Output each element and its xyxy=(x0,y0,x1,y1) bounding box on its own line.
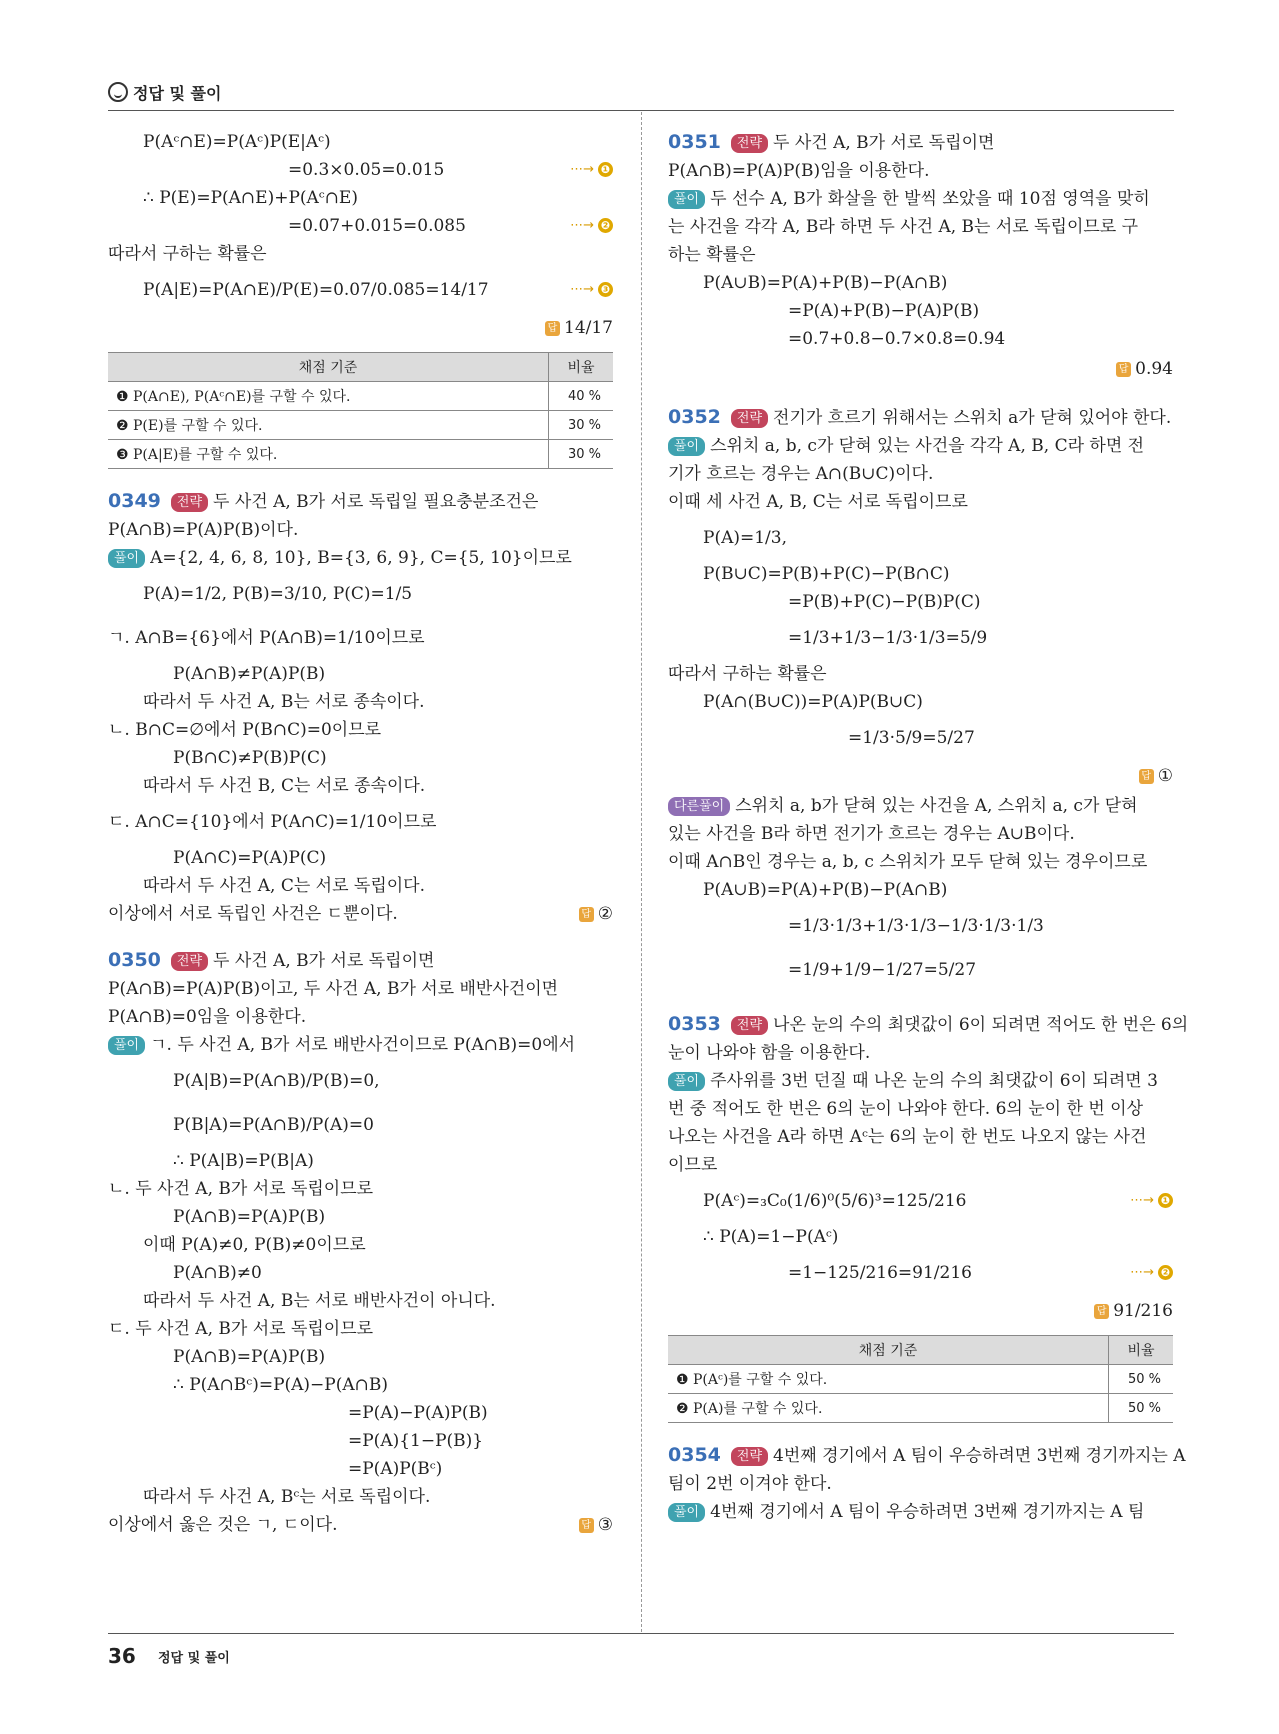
solution-tag: 풀이 xyxy=(668,437,705,456)
solution-tag: 풀이 xyxy=(108,1036,145,1055)
eq-line: P(Aᶜ∩E)=P(Aᶜ)P(E|Aᶜ) xyxy=(143,132,331,152)
table-header: 비율 xyxy=(549,353,614,382)
page-header xyxy=(108,80,1174,111)
answer-line: 답 14/17 xyxy=(108,312,613,344)
eq-line: ∴ P(E)=P(A∩E)+P(Aᶜ∩E) xyxy=(143,188,358,208)
strategy-tag: 전략 xyxy=(731,409,768,428)
answer-0352: 답 ① xyxy=(668,760,1173,792)
answer-icon: 답 xyxy=(579,907,594,922)
table-header: 비율 xyxy=(1109,1336,1174,1365)
strategy-tag: 전략 xyxy=(731,1016,768,1035)
header-title: 정답 및 풀이 xyxy=(133,84,222,103)
strategy-tag: 전략 xyxy=(731,1447,768,1466)
solution-tag: 풀이 xyxy=(668,1503,705,1522)
strategy-tag: 전략 xyxy=(171,952,208,971)
text-line: 따라서 구하는 확률은 xyxy=(108,244,267,264)
step-marker-1: ⋯→ ❶ xyxy=(570,156,613,184)
table-header: 채점 기준 xyxy=(108,353,549,382)
alternate-solution-tag: 다른풀이 xyxy=(668,797,730,816)
solution-tag: 풀이 xyxy=(108,549,145,568)
problem-0349: 0349 전략 두 사건 A, B가 서로 독립일 필요충분조건은 P(A∩B)=P(A)P(B)이다. 풀이 A={2, 4, 6, 8, 10}, B={3, 6, 9}, C={5, 10}이므로 P(A)=1/2, P(B)=3/10, P(C)=1/5 ㄱ. A∩B={6}에서 P(A∩B)=1/10이므로 P(A∩B)≠P(A)P(B) 따라서 두 사건 A, B는 서로 종속이다. ㄴ. B∩C=∅에서 P(B∩C)=0이므로 P(B∩C)≠P(B)P(C) 따라서 두 사건 B, C는 서로 종속이다. ㄷ. A∩C={10}에서 P(A∩C)=1/10이므로 P(A∩C)=P(A)P(C) 따라서 두 사건 A, C는 서로 독립이다. 이상에서 서로 독립인 사건은 ㄷ뿐이다. 답 ② xyxy=(108,487,613,928)
solution-tag: 풀이 xyxy=(668,190,705,209)
answer-0353: 답 91/216 xyxy=(668,1295,1173,1327)
column-divider xyxy=(641,112,642,1632)
answer-icon: 답 xyxy=(545,321,560,336)
page-number: 36 xyxy=(108,1644,136,1668)
footer-title: 정답 및 풀이 xyxy=(158,1651,230,1666)
step-marker-3: ⋯→ ❸ xyxy=(570,268,613,312)
problem-number: 0351 xyxy=(668,131,721,153)
eq-line: =0.07+0.015=0.085 ⋯→ ❷ xyxy=(108,212,613,240)
step-marker-2: ⋯→ ❷ xyxy=(1130,1251,1173,1295)
table-row: ❷ P(A)를 구할 수 있다. 50 % xyxy=(668,1394,1173,1423)
answer-0351: 답 0.94 xyxy=(668,353,1173,385)
strategy-tag: 전략 xyxy=(731,134,768,153)
answer-0350: 답 ③ xyxy=(579,1511,613,1539)
page-footer xyxy=(108,1633,1174,1674)
smiley-logo-icon xyxy=(108,82,128,102)
answer-icon: 답 xyxy=(1139,769,1154,784)
problem-0352: 0352 전략 전기가 흐르기 위해서는 스위치 a가 닫혀 있어야 한다. 풀이 스위치 a, b, c가 닫혀 있는 사건을 각각 A, B, C라 하면 전 기가 흐르는 경우는 A∩(B∪C)이다. 이때 세 사건 A, B, C는 서로 독립이므로 P(A)=1/3, P(B∪C)=P(B)+P(C)−P(B∩C) =P(B)+P(C)−P(B)P(C) =1/3+1/3−1/3·1/3=5/9 따라서 구하는 확률은 P(A∩(B∪C))=P(A)P(B∪C) =1/3·5/9=5/27 답 ① 다른풀이 스위치 a, b가 닫혀 있는 사건을 A, 스위치 a, c가 닫혀 있는 사건을 B라 하면 전기가 흐르는 경우는 A∪B이다. 이때 A∩B인 경우는 a, b, c 스위치가 모두 닫혀 있는 경우이므로 P(A∪B)=P(A)+P(B)−P(A∩B) =1/3·1/3+1/3·1/3−1/3·1/3·1/3 =1/9+1/9−1/27=5/27 xyxy=(668,406,1173,980)
problem-0353: 0353 전략 나온 눈의 수의 최댓값이 6이 되려면 적어도 한 번은 6의 눈이 나와야 함을 이용한다. 풀이 주사위를 3번 던질 때 나온 눈의 수의 최댓값이 6이 되려면 3 번 중 적어도 한 번은 6의 눈이 나와야 한다. 6의 눈이 한 번 이상 나오는 사건을 A라 하면 Aᶜ는 6의 눈이 한 번도 나오지 않는 사건 이므로 P(Aᶜ)=₃C₀(1/6)⁰(5/6)³=125/216 ⋯→ ❶ ∴ P(A)=1−P(Aᶜ) =1−125/216=91/216 ⋯→ ❷ 답 91/216 채점 기준 비율 ❶ P(Aᶜ)를 구할 수 있다. 50 % ❷ P(A)를 구할 수 있다. 50 % xyxy=(668,1010,1173,1423)
left-column xyxy=(108,128,613,1539)
problem-0354: 0354 전략 4번째 경기에서 A 팀이 우승하려면 3번째 경기까지는 A 팀이 2번 이겨야 한다. 풀이 4번째 경기에서 A 팀이 우승하려면 3번째 경기까지는 A 팀 xyxy=(668,1444,1186,1522)
table-row: ❶ P(A∩E), P(Aᶜ∩E)를 구할 수 있다. 40 % xyxy=(108,382,613,411)
answer-icon: 답 xyxy=(1116,362,1131,377)
step-marker-1: ⋯→ ❶ xyxy=(1130,1179,1173,1223)
table-row: ❷ P(E)를 구할 수 있다. 30 % xyxy=(108,411,613,440)
answer-icon: 답 xyxy=(1094,1304,1109,1319)
table-row: ❸ P(A|E)를 구할 수 있다. 30 % xyxy=(108,440,613,469)
grading-table xyxy=(108,352,613,469)
table-header: 채점 기준 xyxy=(668,1336,1109,1365)
answer-icon: 답 xyxy=(579,1518,594,1533)
problem-number: 0349 xyxy=(108,490,161,512)
eq-line: P(A|E)=P(A∩E)/P(E)=0.07/0.085=14/17 ⋯→ ❸ xyxy=(108,268,613,312)
eq-line: =0.3×0.05=0.015 ⋯→ ❶ xyxy=(108,156,613,184)
solution-tag: 풀이 xyxy=(668,1072,705,1091)
grading-table xyxy=(668,1335,1173,1423)
right-column xyxy=(668,128,1189,1526)
problem-0351: 0351 전략 두 사건 A, B가 서로 독립이면 P(A∩B)=P(A)P(B)임을 이용한다. 풀이 두 선수 A, B가 화살을 한 발씩 쏘았을 때 10점 영역을 맞히 는 사건을 각각 A, B라 하면 두 사건 A, B는 서로 독립이므로 구 하는 확률은 P(A∪B)=P(A)+P(B)−P(A∩B) =P(A)+P(B)−P(A)P(B) =0.7+0.8−0.7×0.8=0.94 답 0.94 xyxy=(668,128,1173,385)
problem-number: 0353 xyxy=(668,1013,721,1035)
answer-0349: 답 ② xyxy=(579,900,613,928)
problem-number: 0354 xyxy=(668,1444,721,1466)
problem-0350: 0350 전략 두 사건 A, B가 서로 독립이면 P(A∩B)=P(A)P(B)이고, 두 사건 A, B가 서로 배반사건이면 P(A∩B)=0임을 이용한다. 풀이 ㄱ. 두 사건 A, B가 서로 배반사건이므로 P(A∩B)=0에서 P(A|B)=P(A∩B)/P(B)=0, P(B|A)=P(A∩B)/P(A)=0 ∴ P(A|B)=P(B|A) ㄴ. 두 사건 A, B가 서로 독립이므로 P(A∩B)=P(A)P(B) 이때 P(A)≠0, P(B)≠0이므로 P(A∩B)≠0 따라서 두 사건 A, B는 서로 배반사건이 아니다. ㄷ. 두 사건 A, B가 서로 독립이므로 P(A∩B)=P(A)P(B) ∴ P(A∩Bᶜ)=P(A)−P(A∩B) =P(A)−P(A)P(B) =P(A){1−P(B)} =P(A)P(Bᶜ) 따라서 두 사건 A, Bᶜ는 서로 독립이다. 이상에서 옳은 것은 ㄱ, ㄷ이다. 답 ③ xyxy=(108,946,613,1539)
problem-number: 0350 xyxy=(108,949,161,971)
step-marker-2: ⋯→ ❷ xyxy=(570,212,613,240)
strategy-tag: 전략 xyxy=(171,493,208,512)
table-row: ❶ P(Aᶜ)를 구할 수 있다. 50 % xyxy=(668,1365,1173,1394)
problem-number: 0352 xyxy=(668,406,721,428)
